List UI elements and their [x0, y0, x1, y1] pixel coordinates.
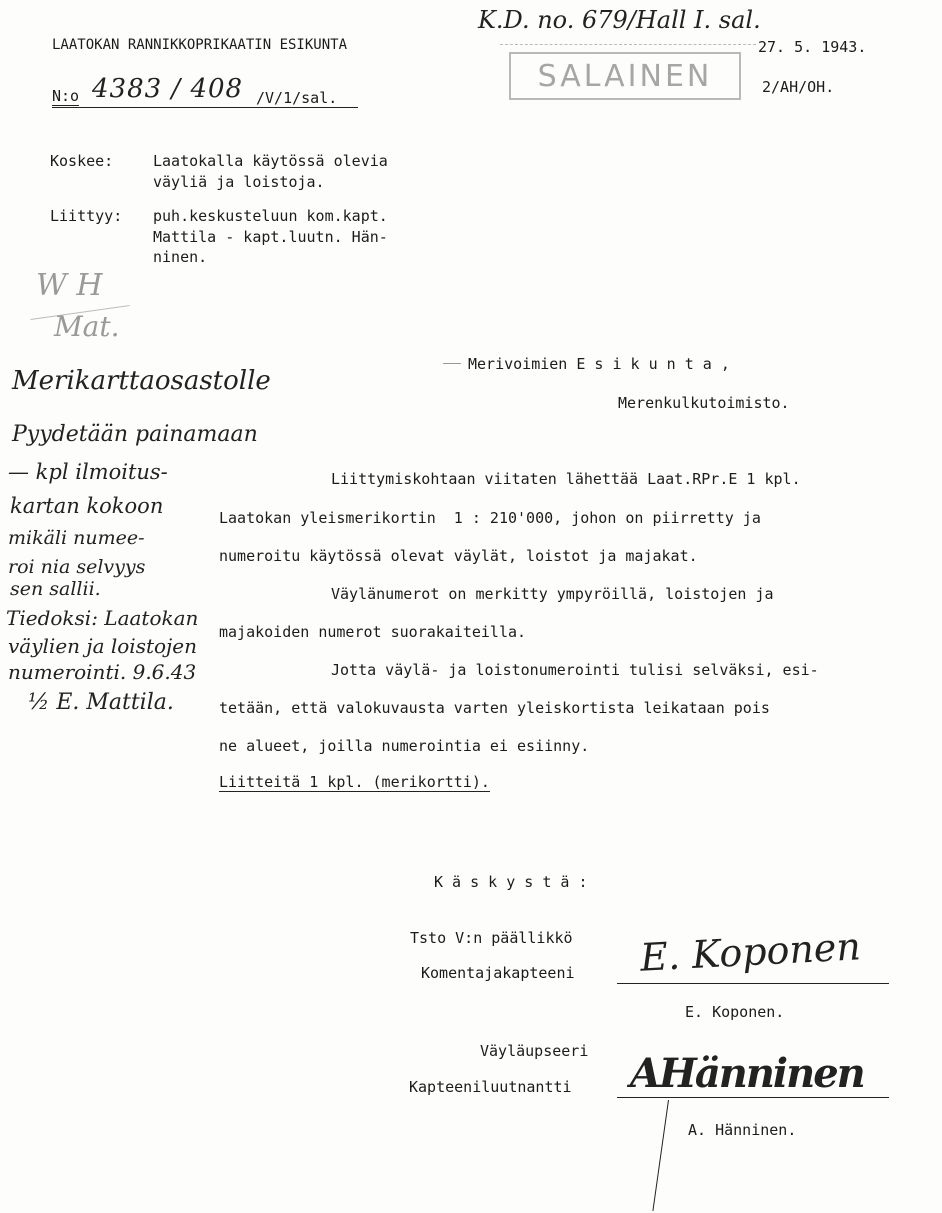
margin-note-line-1: Merikarttaosastolle — [12, 366, 271, 396]
signer1-name: E. Koponen. — [685, 1003, 785, 1021]
related-label: Liittyy: — [50, 207, 123, 225]
margin-note-line-8: Tiedoksi: Laatokan — [6, 606, 199, 630]
document-number-prefix: N:o — [52, 87, 80, 105]
margin-note-line-5: mikäli numee- — [8, 527, 145, 549]
signer1-title: Tsto V:n päällikkö — [410, 929, 573, 947]
top-handwritten-reference: K.D. no. 679/Hall I. sal. — [478, 6, 761, 34]
margin-note-signature: ½ E. Mattila. — [28, 690, 174, 715]
body-line-2: Laatokan yleismerikortin 1 : 210'000, johon on piirretty ja — [219, 509, 761, 527]
signer2-name: A. Hänninen. — [688, 1121, 797, 1139]
body-line-7: tetään, että valokuvausta varten yleiskortista leikataan pois — [219, 699, 770, 717]
subject-line-2: väyliä ja loistoja. — [153, 173, 325, 191]
related-line-1: puh.keskusteluun kom.kapt. — [153, 207, 388, 225]
document-number-suffix: /V/1/sal. — [256, 89, 338, 107]
margin-note-line-10: numerointi. 9.6.43 — [8, 660, 197, 684]
body-line-5: majakoiden numerot suorakaiteilla. — [219, 623, 527, 641]
recipient-dash — [443, 363, 461, 364]
signer2-title: Väyläupseeri — [480, 1042, 589, 1060]
classification-stamp: SALAINEN — [509, 52, 741, 100]
margin-note-line-7: sen sallii. — [10, 578, 101, 600]
reference-code: 2/AH/OH. — [762, 78, 835, 96]
attachment-note: Liitteitä 1 kpl. (merikortti). — [219, 773, 490, 791]
margin-note-line-4: kartan kokoon — [10, 494, 164, 518]
subject-label: Koskee: — [50, 152, 114, 170]
signer1-rank: Komentajakapteeni — [421, 964, 575, 982]
subject-line-1: Laatokalla käytössä olevia — [153, 152, 388, 170]
organization-name: LAATOKAN RANNIKKOPRIKAATIN ESIKUNTA — [52, 37, 348, 53]
signer2-rank: Kapteeniluutnantti — [409, 1078, 572, 1096]
signer1-handwritten-signature: E. Koponen — [638, 924, 862, 980]
underline-number — [52, 107, 358, 108]
body-line-6: Jotta väylä- ja loistonumerointi tulisi selväksi, esi- — [331, 661, 819, 679]
document-date: 27. 5. 1943. — [758, 38, 867, 56]
body-line-4: Väylänumerot on merkitty ympyröillä, loistojen ja — [331, 585, 774, 603]
body-line-8: ne alueet, joilla numerointia ei esiinny. — [219, 737, 590, 755]
margin-note-line-9: väylien ja loistojen — [8, 634, 197, 658]
margin-note-line-6: roi nia selvyys — [8, 556, 146, 578]
recipient-line-1: Merivoimien E s i k u n t a , — [468, 355, 730, 373]
signer2-signature-stroke — [652, 1100, 669, 1211]
signer2-signature-line — [617, 1097, 889, 1098]
signer1-signature-line — [617, 983, 889, 984]
body-line-3: numeroitu käytössä olevat väylät, loistot ja majakat. — [219, 547, 698, 565]
related-line-2: Mattila - kapt.luutn. Hän- — [153, 228, 388, 246]
document-number-handwritten: 4383 / 408 — [92, 74, 244, 104]
top-dashed-line — [500, 44, 756, 45]
signer2-handwritten-signature: AHänninen — [630, 1050, 864, 1097]
margin-note-line-2: Pyydetään painamaan — [12, 422, 258, 447]
initials-note-1: W H — [36, 268, 103, 303]
margin-note-line-3: — kpl ilmoitus- — [8, 460, 168, 484]
initials-note-2: Mat. — [54, 310, 120, 343]
recipient-line-2: Merenkulkutoimisto. — [618, 394, 790, 412]
related-line-3: ninen. — [153, 248, 208, 266]
order-heading: K ä s k y s t ä : — [434, 873, 588, 891]
body-line-1: Liittymiskohtaan viitaten lähettää Laat.RPr.E 1 kpl. — [331, 470, 801, 488]
